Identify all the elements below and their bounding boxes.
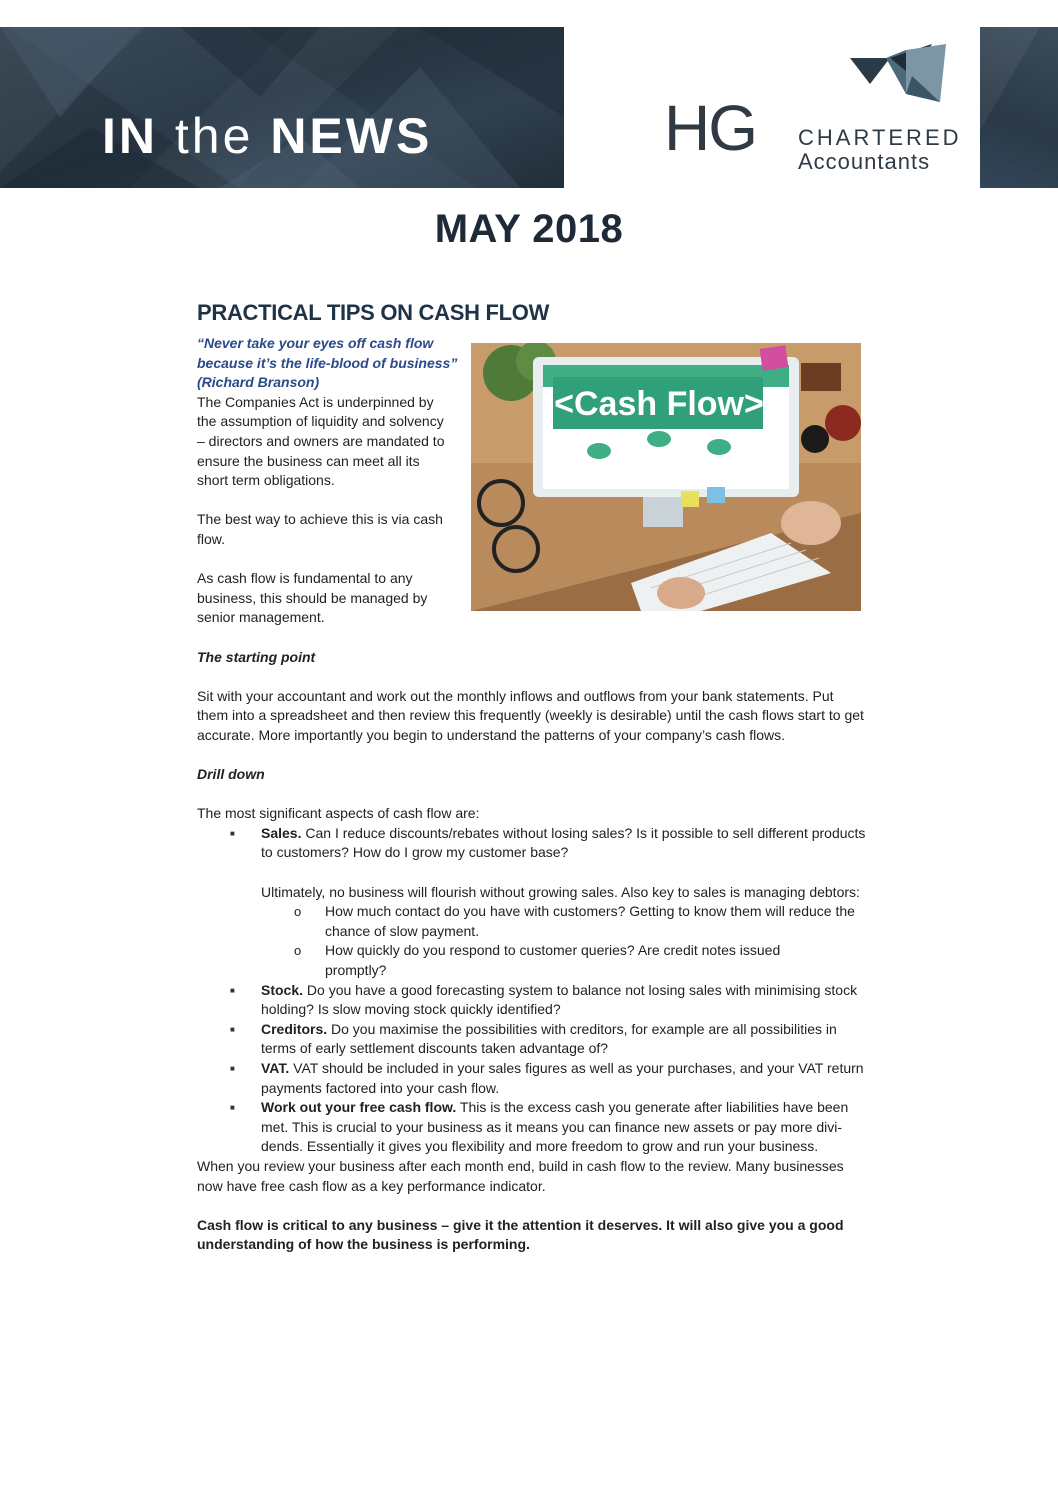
article-heading: PRACTICAL TIPS ON CASH FLOW (197, 300, 550, 325)
logo-subtitle (798, 126, 962, 174)
logo-hg: HG (664, 92, 756, 164)
list-item-label: Creditors. (261, 1020, 328, 1037)
list-item (197, 824, 867, 902)
list-item (197, 1098, 867, 1157)
debtors-list (261, 902, 867, 980)
company-logo (664, 40, 974, 180)
intro-paragraph: As cash flow is fundamental to any business, this should be managed by senior management. (197, 570, 428, 626)
list-item-label: Stock. (261, 981, 304, 998)
quote-line: because it’s the life-blood of business” (197, 354, 458, 371)
closing-paragraph: When you review your business after each month end, build in cash flow to the review. Many businesses now have free cash flow as a key performance indicator. (197, 1157, 844, 1194)
quote-attribution: (Richard Branson) (197, 374, 320, 391)
intro-paragraph: The Companies Act is underpinned by the assumption of liquidity and solvency – directors and owners are mandated to ensure the business can meet all its short term obligations. (197, 393, 445, 489)
article-intro (197, 334, 459, 628)
sub-list-item: o How quickly do you respond to customer queries? Are credit notes issued promptly? (261, 941, 867, 980)
quote-line: “Never take your eyes off cash flow (197, 335, 434, 351)
header-banner (0, 27, 564, 188)
closing-statement: Cash flow is critical to any business – give it the attention it deserves. It will also give you a good understanding of how the business is performing. (197, 1216, 844, 1253)
section-body: Sit with your accountant and work out the monthly inflows and outflows from your bank statements. Put them into a spreadsheet and then review this frequently (weekly is desirable) until the cash flows start to get accurate. More importantly you begin to understand the patterns of your company’s cash flows. (197, 687, 864, 743)
title-word-news: NEWS (270, 108, 433, 164)
list-item-text: Do you have a good forecasting system to balance not losing sales with minimising stock holding? Is slow moving stock quickly identified? (261, 981, 858, 1018)
list-item-text: Do you maximise the possibilities with creditors, for example are all possibilities in terms of early settlement discounts taken advantage of? (261, 1020, 837, 1057)
sales-followup: Ultimately, no business will flourish without growing sales. Also key to sales is managing debtors: (261, 883, 860, 900)
list-item (197, 1059, 867, 1098)
list-item (197, 981, 867, 1020)
sub-list-item: o How much contact do you have with customers? Getting to know them will reduce the chance of slow payment. (261, 902, 867, 941)
banner-title (102, 107, 432, 165)
intro-paragraph: The best way to achieve this is via cash flow. (197, 511, 443, 547)
section-heading: Drill down (197, 766, 265, 783)
issue-date: MAY 2018 (434, 207, 624, 251)
logo-line-accountants: Accountants (798, 149, 931, 175)
header-banner-right (980, 27, 1058, 188)
list-item-text: Can I reduce discounts/rebates without losing sales? Is it possible to sell different products to customers? How do I grow my customer base? (261, 824, 866, 861)
list-item-label: Sales. (261, 824, 302, 841)
photo-screen-text: <Cash Flow> (554, 385, 764, 423)
list-item-label: Work out your free cash flow. (261, 1099, 457, 1116)
aspects-list (197, 824, 867, 902)
section-heading: The starting point (197, 648, 316, 665)
list-item-label: VAT. (261, 1059, 290, 1076)
section-intro: The most significant aspects of cash flow are: (197, 805, 480, 822)
title-word-the: the (174, 108, 254, 164)
logo-line-chartered: CHARTERED (798, 125, 962, 150)
list-item (197, 1020, 867, 1059)
logo-triangles-icon (846, 40, 966, 102)
aspects-list-continued (197, 981, 867, 1157)
list-item-text: VAT should be included in your sales figures as well as your purchases, and your VAT return payments factored into your cash flow. (261, 1059, 864, 1096)
list-item-text: This is the excess cash you generate after liabilities have been met. This is crucial to your business as it means you can finance new assets or pay more divi-dends. Essentially it gives you flexibility and more freedom to grow and run your business. (261, 1099, 849, 1155)
title-word-in: IN (102, 108, 158, 164)
article (197, 300, 867, 1255)
